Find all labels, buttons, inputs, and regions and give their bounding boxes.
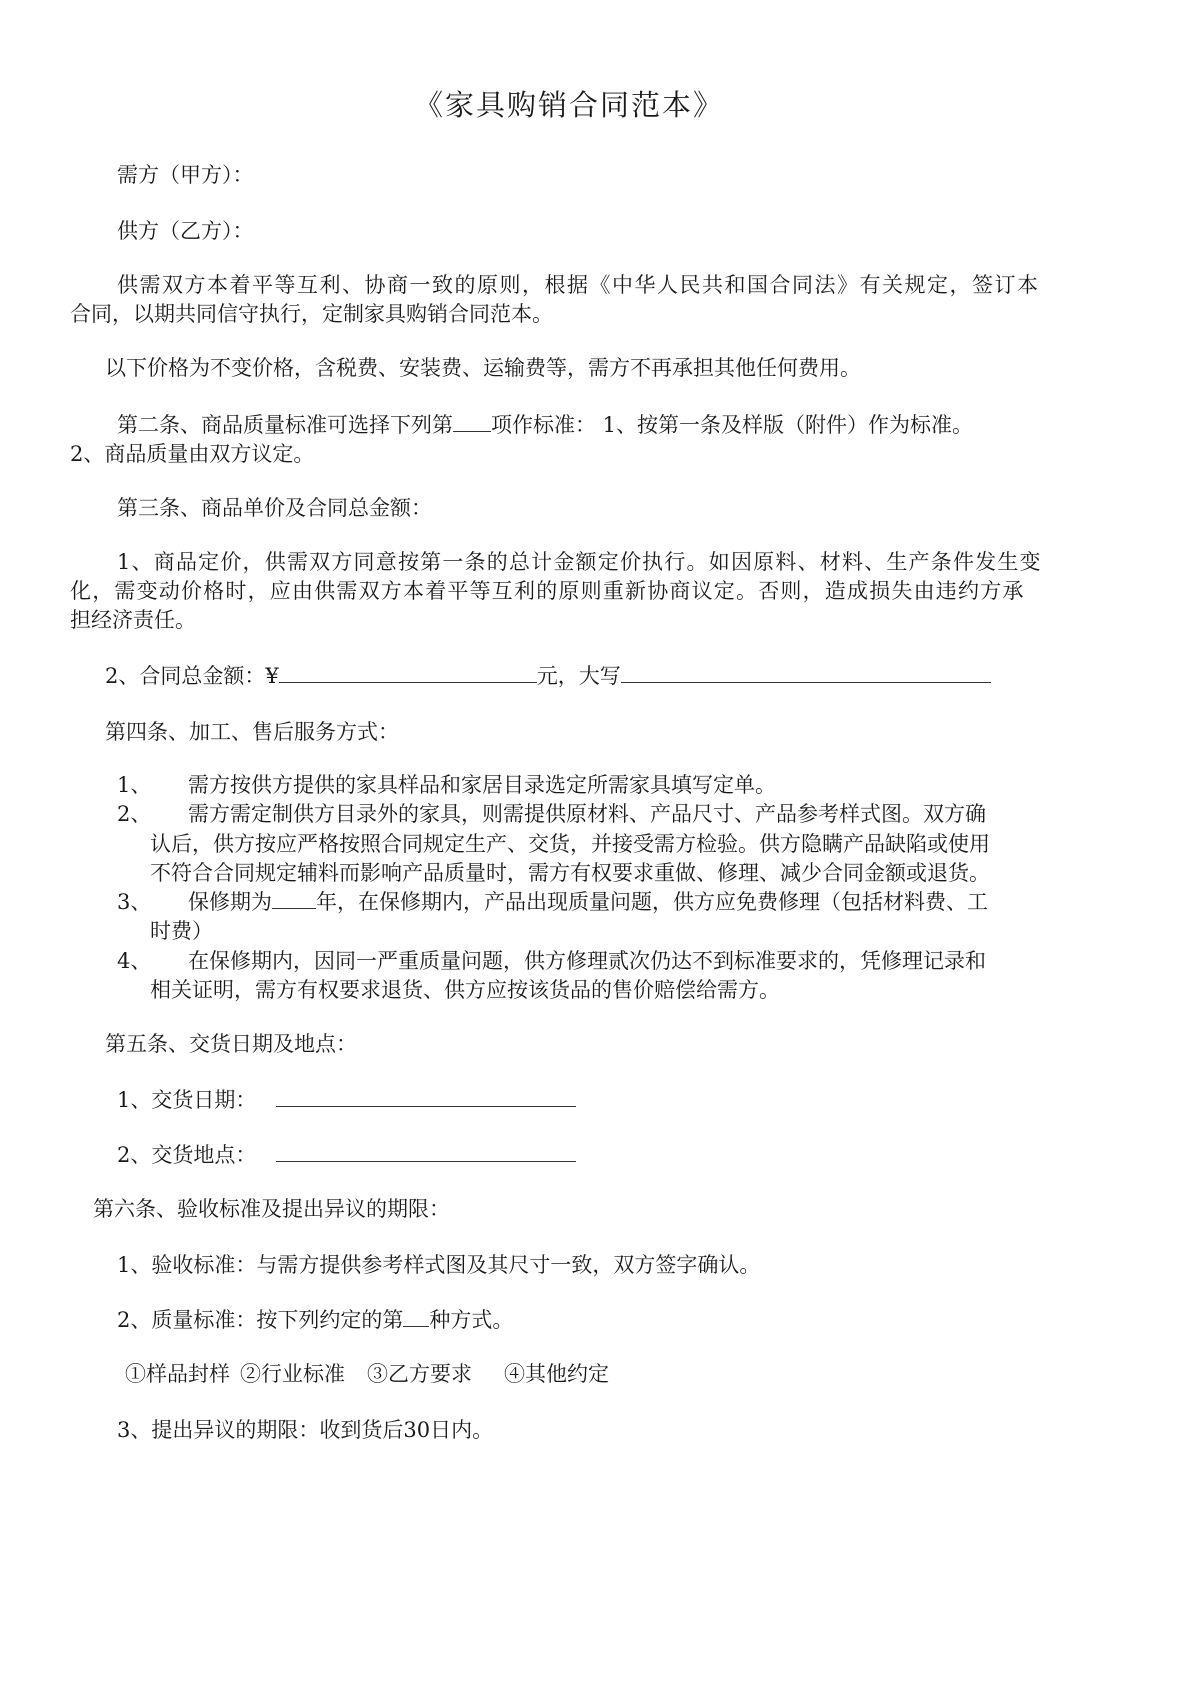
quality-standard-text-b: 种方式。 — [429, 1308, 514, 1332]
article-3-item-1-line-2: 化，需变动价格时，应由供需双方本着平等互利的原则重新协商议定。否则，造成损失由违约方承 — [70, 579, 1025, 603]
article-4-item-1-num: 1、 — [117, 773, 152, 797]
price-note: 以下价格为不变价格，含税费、安装费、运输费等，需方不再承担其他任何费用。 — [105, 356, 861, 380]
article-6-item-3: 3、提出异议的期限：收到货后30日内。 — [117, 1418, 494, 1442]
article-4-item-3-num: 3、 — [117, 890, 152, 914]
amount-blank — [279, 681, 537, 683]
amount-in-words-blank — [621, 681, 991, 683]
article-6-item-1: 1、验收标准：与需方提供参考样式图及其尺寸一致，双方签字确认。 — [117, 1253, 761, 1277]
quality-options — [125, 1362, 609, 1387]
delivery-place-label: 2、交货地点： — [117, 1143, 257, 1167]
article-4-item-2-line-2: 认后，供方按应严格按照合同规定生产、交货，并接受需方检验。供方隐瞒产品缺陷或使用 — [150, 832, 990, 856]
article-2-text-b: 项作标准： 1、按第一条及样版（附件）作为标准。 — [491, 413, 974, 437]
article-4-item-4-line-1: 在保修期内，因同一严重质量问题，供方修理贰次仍达不到标准要求的，凭修理记录和 — [188, 949, 986, 973]
article-4-item-3-line-1 — [188, 890, 988, 915]
article-4-item-1-line-1: 需方按供方提供的家具样品和家居目录选定所需家具填写定单。 — [188, 773, 776, 797]
option-other-agreement: ④其他约定 — [504, 1362, 609, 1386]
option-sample-seal: ①样品封样 — [125, 1362, 230, 1386]
quality-option-blank — [403, 1325, 429, 1327]
article-3-heading: 第三条、商品单价及合同总金额： — [117, 496, 432, 520]
article-4-item-4-num: 4、 — [117, 949, 152, 973]
option-party-b-requirement: ③乙方要求 — [367, 1362, 472, 1386]
preamble-line-1: 供需双方本着平等互利、协商一致的原则，根据《中华人民共和国合同法》有关规定，签订本 — [117, 273, 1040, 297]
buyer-label: 需方（甲方）： — [117, 163, 254, 187]
article-2-line-1 — [117, 413, 973, 438]
delivery-date-label: 1、交货日期： — [117, 1088, 257, 1112]
page-title: 《家具购销合同范本》 — [414, 88, 725, 122]
article-3-item-1-line-3: 担经济责任。 — [70, 608, 196, 632]
article-3-item-1-line-1: 1、商品定价，供需双方同意按第一条的总计金额定价执行。如因原料、材料、生产条件发生变 — [117, 550, 1042, 574]
delivery-date-line — [117, 1088, 576, 1113]
quality-standard-text-a: 2、质量标准：按下列约定的第 — [117, 1308, 404, 1332]
warranty-text-b: 年，在保修期内，产品出现质量问题，供方应免费修理（包括材料费、工 — [316, 890, 988, 914]
article-2-blank — [453, 430, 491, 432]
article-4-item-4-line-2: 相关证明，需方有权要求退货、供方应按该货品的售价赔偿给需方。 — [150, 978, 780, 1002]
seller-label: 供方（乙方）： — [117, 219, 254, 243]
preamble-line-2: 合同，以期共同信守执行，定制家具购销合同范本。 — [70, 302, 553, 326]
article-5-heading: 第五条、交货日期及地点： — [105, 1032, 357, 1056]
article-4-heading: 第四条、加工、售后服务方式： — [105, 720, 399, 744]
contract-total-mid: 元，大写 — [536, 664, 621, 688]
article-4-item-2-line-1: 需方需定制供方目录外的家具，则需提供原材料、产品尺寸、产品参考样式图。双方确 — [188, 802, 986, 826]
delivery-place-line — [117, 1143, 576, 1168]
article-6-heading: 第六条、验收标准及提出异议的期限： — [93, 1197, 450, 1221]
warranty-years-blank — [272, 907, 316, 909]
article-2-text-a: 第二条、商品质量标准可选择下列第 — [117, 413, 453, 437]
article-2-line-2: 2、商品质量由双方议定。 — [70, 442, 315, 466]
article-4-item-2-line-3: 不符合合同规定辅料而影响产品质量时，需方有权要求重做、修理、减少合同金额或退货。 — [150, 861, 990, 885]
article-4-item-2-num: 2、 — [117, 802, 152, 826]
article-4-item-3-line-2: 时费） — [150, 919, 213, 943]
option-industry-standard: ②行业标准 — [240, 1362, 345, 1386]
delivery-date-blank — [276, 1105, 576, 1107]
delivery-place-blank — [276, 1160, 576, 1162]
article-6-item-2 — [117, 1308, 513, 1333]
contract-total-line — [105, 664, 991, 689]
contract-total-label: 2、合同总金额：¥ — [105, 664, 279, 688]
warranty-text-a: 保修期为 — [188, 890, 272, 914]
